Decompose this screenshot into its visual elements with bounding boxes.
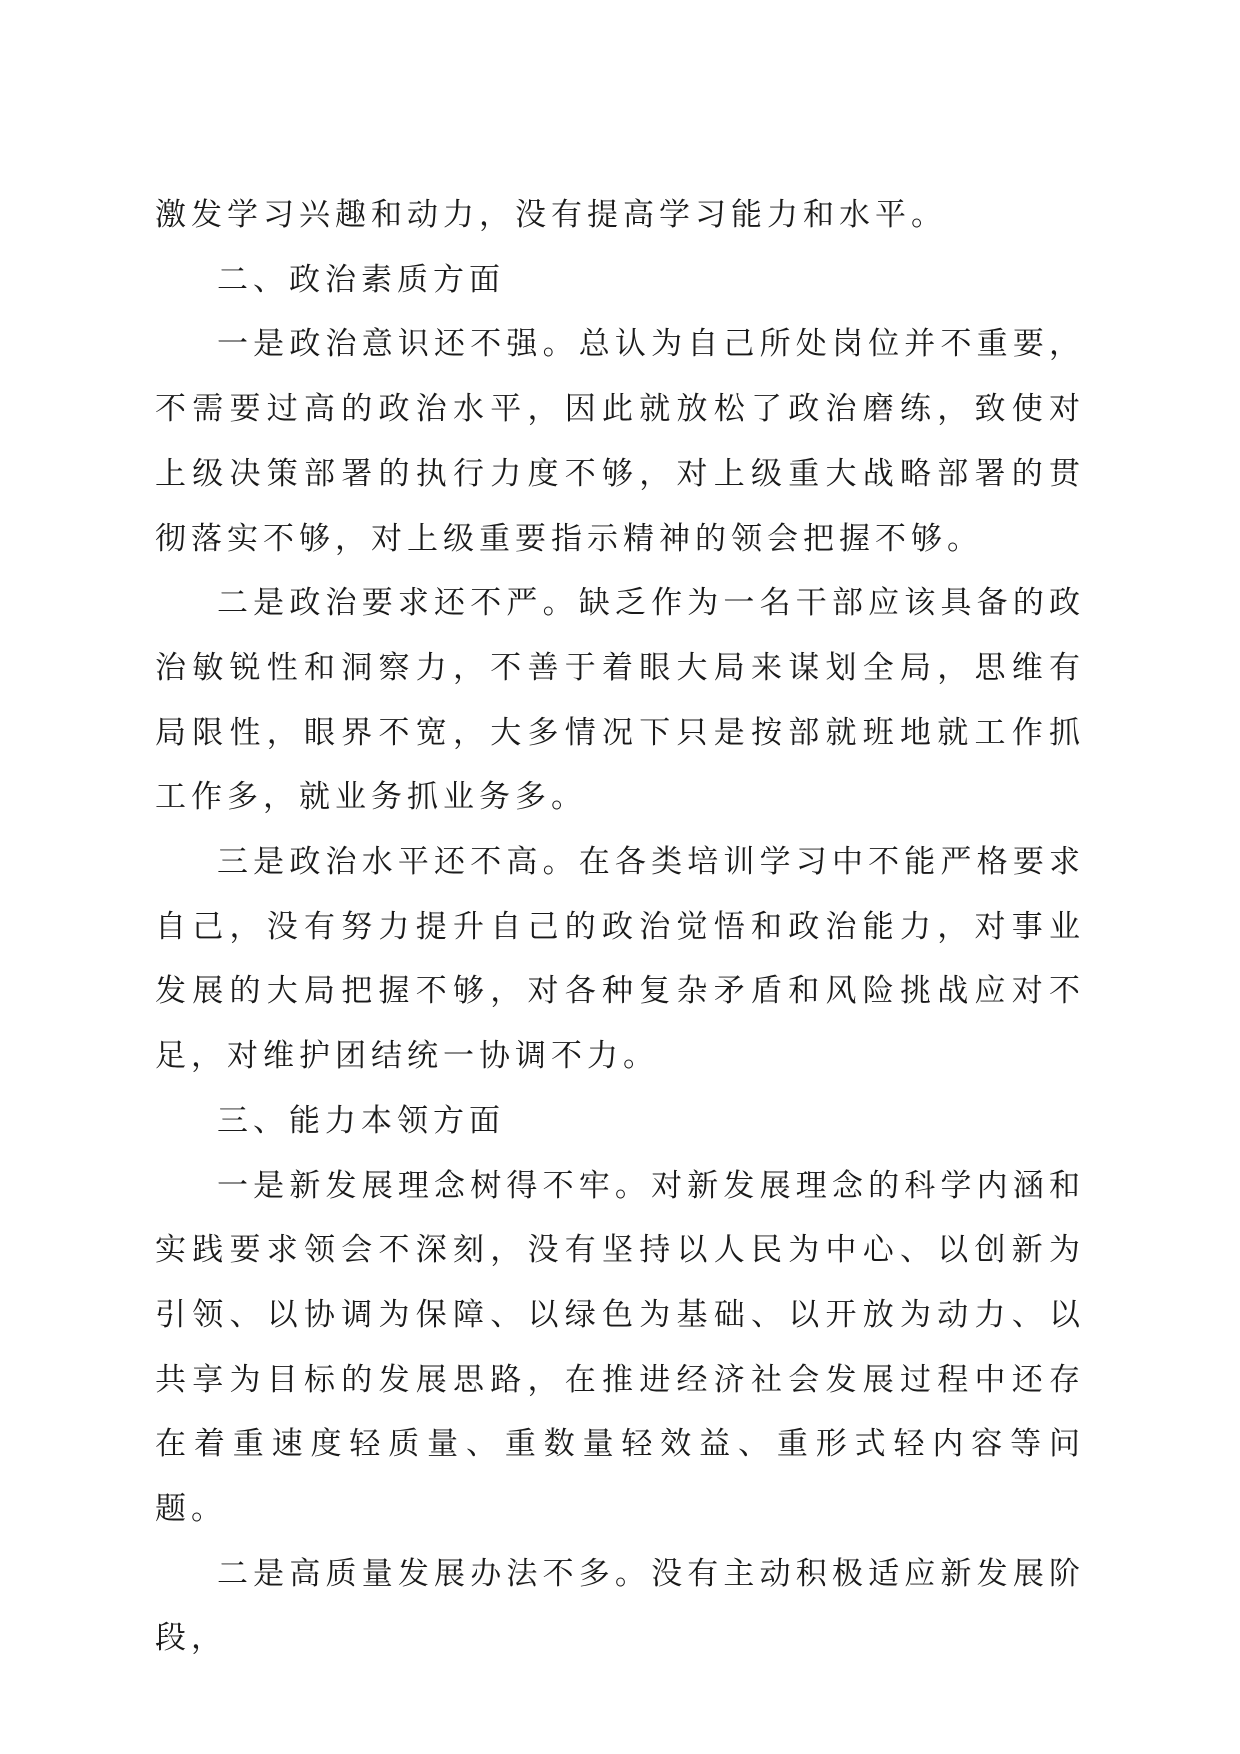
document-body	[155, 183, 1085, 1671]
paragraph-political-level: 三是政治水平还不高。在各类培训学习中不能严格要求自己，没有努力提升自己的政治觉悟和政治能力，对事业发展的大局把握不够，对各种复杂矛盾和风险挑战应对不足，对维护团结统一协调不力。	[155, 844, 1085, 1075]
paragraph-development-concept: 一是新发展理念树得不牢。对新发展理念的科学内涵和实践要求领会不深刻，没有坚持以人民为中心、以创新为引领、以协调为保障、以绿色为基础、以开放为动力、以共享为目标的发展思路，在推进经济社会发展过程中还存在着重速度轻质量、重数量轻效益、重形式轻内容等问题。	[155, 1167, 1085, 1528]
section-heading-ability: 三、能力本领方面	[217, 1102, 505, 1139]
paragraph-political-requirements: 二是政治要求还不严。缺乏作为一名干部应该具备的政治敏锐性和洞察力，不善于着眼大局来谋划全局，思维有局限性，眼界不宽，大多情况下只是按部就班地就工作抓工作多，就业务抓业务多。	[155, 585, 1085, 816]
paragraph-political-awareness: 一是政治意识还不强。总认为自己所处岗位并不重要，不需要过高的政治水平，因此就放松了政治磨练，致使对上级决策部署的执行力度不够，对上级重大战略部署的贯彻落实不够，对上级重要指示精神的领会把握不够。	[155, 326, 1085, 557]
paragraph-continuation: 激发学习兴趣和动力，没有提高学习能力和水平。	[155, 197, 947, 233]
section-heading-political-quality: 二、政治素质方面	[217, 261, 505, 298]
paragraph-high-quality-development: 二是高质量发展办法不多。没有主动积极适应新发展阶段，	[155, 1555, 1085, 1657]
